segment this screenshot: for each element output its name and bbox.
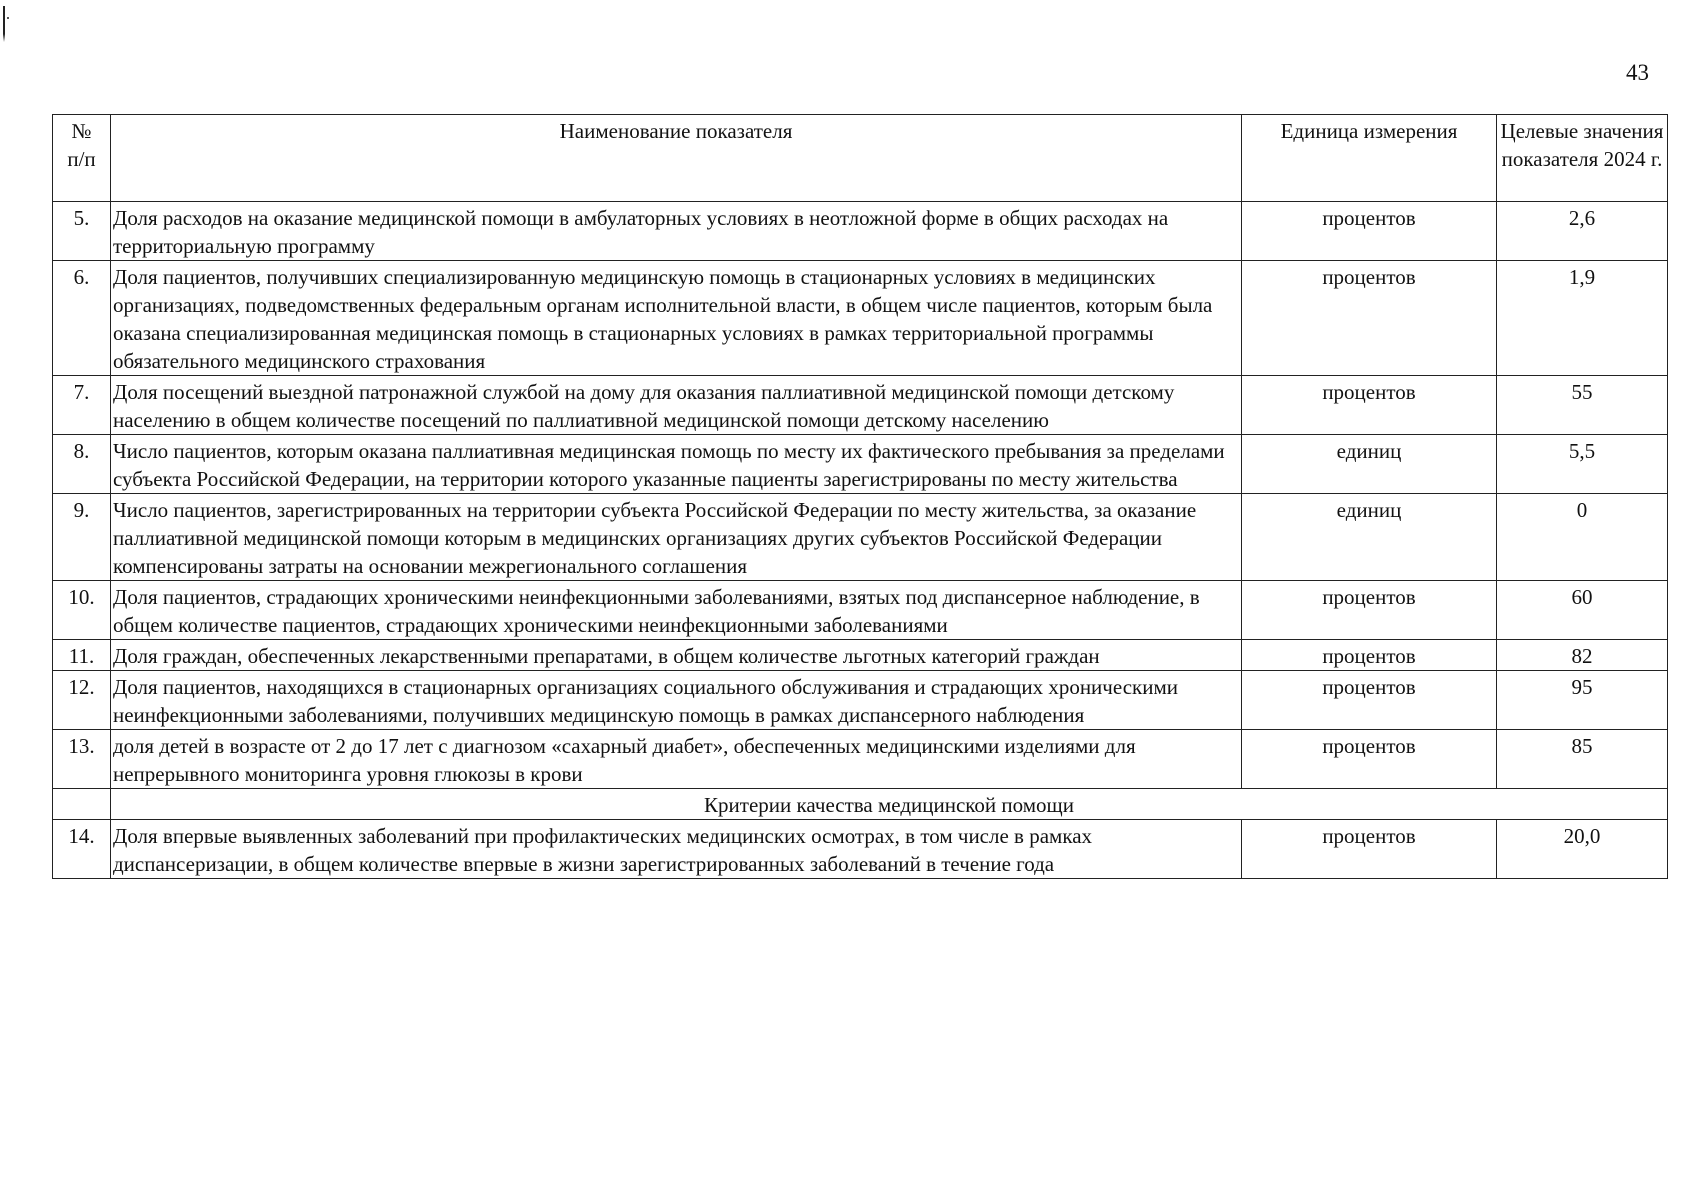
page-number: 43 xyxy=(1626,60,1649,85)
row-number: 8. xyxy=(53,435,111,494)
section-title: Критерии качества медицинской помощи xyxy=(111,789,1668,820)
indicator-name: Доля пациентов, получивших специализированную медицинскую помощь в стационарных условиях в медицинских организациях, подведомственных федеральным органам исполнительной власти, в общем числе пациентов, которым была оказана специализированная медицинская помощь в стационарных условиях в рамках территориальной программы обязательного медицинского страхования xyxy=(111,261,1242,376)
row-number: 14. xyxy=(53,820,111,879)
table-row xyxy=(53,730,1668,789)
indicator-unit: процентов xyxy=(1242,581,1497,640)
indicator-unit: единиц xyxy=(1242,494,1497,581)
header-unit: Единица измерения xyxy=(1242,115,1497,202)
table-body xyxy=(53,202,1668,879)
target-value: 95 xyxy=(1497,671,1668,730)
row-number: 12. xyxy=(53,671,111,730)
indicator-unit: процентов xyxy=(1242,820,1497,879)
indicator-unit: процентов xyxy=(1242,376,1497,435)
table-row xyxy=(53,202,1668,261)
target-value: 85 xyxy=(1497,730,1668,789)
row-number: 13. xyxy=(53,730,111,789)
table-row xyxy=(53,435,1668,494)
table-row xyxy=(53,494,1668,581)
row-number: 5. xyxy=(53,202,111,261)
target-value: 0 xyxy=(1497,494,1668,581)
row-number: 11. xyxy=(53,640,111,671)
indicator-unit: процентов xyxy=(1242,261,1497,376)
indicator-name: Доля граждан, обеспеченных лекарственными препаратами, в общем количестве льготных категорий граждан xyxy=(111,640,1242,671)
target-value: 5,5 xyxy=(1497,435,1668,494)
target-value: 2,6 xyxy=(1497,202,1668,261)
indicator-unit: единиц xyxy=(1242,435,1497,494)
row-number: 9. xyxy=(53,494,111,581)
indicator-name: Доля пациентов, страдающих хроническими неинфекционными заболеваниями, взятых под диспансерное наблюдение, в общем количестве пациентов, страдающих хроническими неинфекционными заболеваниями xyxy=(111,581,1242,640)
section-row-spacer xyxy=(53,789,111,820)
indicators-table xyxy=(52,114,1668,879)
target-value: 82 xyxy=(1497,640,1668,671)
indicator-name: доля детей в возрасте от 2 до 17 лет с диагнозом «сахарный диабет», обеспеченных медицинскими изделиями для непрерывного мониторинга уровня глюкозы в крови xyxy=(111,730,1242,789)
table-row xyxy=(53,376,1668,435)
section-row xyxy=(53,789,1668,820)
indicator-unit: процентов xyxy=(1242,730,1497,789)
header-num: № п/п xyxy=(53,115,111,202)
indicator-name: Доля пациентов, находящихся в стационарных организациях социального обслуживания и страдающих хроническими неинфекционными заболеваниями, получивших медицинскую помощь в рамках диспансерного наблюдения xyxy=(111,671,1242,730)
table-row xyxy=(53,581,1668,640)
indicator-name: Доля посещений выездной патронажной службой на дому для оказания паллиативной медицинской помощи детскому населению в общем количестве посещений по паллиативной медицинской помощи детскому населению xyxy=(111,376,1242,435)
table-row xyxy=(53,640,1668,671)
header-name: Наименование показателя xyxy=(111,115,1242,202)
table-row xyxy=(53,820,1668,879)
target-value: 55 xyxy=(1497,376,1668,435)
target-value: 20,0 xyxy=(1497,820,1668,879)
indicator-name: Число пациентов, зарегистрированных на территории субъекта Российской Федерации по месту жительства, за оказание паллиативной медицинской помощи которым в медицинских организациях других субъектов Российской Федерации компенсированы затраты на основании межрегионального соглашения xyxy=(111,494,1242,581)
table-row xyxy=(53,671,1668,730)
row-number: 6. xyxy=(53,261,111,376)
indicator-name: Доля расходов на оказание медицинской помощи в амбулаторных условиях в неотложной форме в общих расходах на территориальную программу xyxy=(111,202,1242,261)
indicator-unit: процентов xyxy=(1242,202,1497,261)
table-row xyxy=(53,261,1668,376)
target-value: 60 xyxy=(1497,581,1668,640)
indicator-unit: процентов xyxy=(1242,640,1497,671)
row-number: 10. xyxy=(53,581,111,640)
table-header-row xyxy=(53,115,1668,202)
row-number: 7. xyxy=(53,376,111,435)
indicator-name: Доля впервые выявленных заболеваний при профилактических медицинских осмотрах, в том числе в рамках диспансеризации, в общем количестве впервые в жизни зарегистрированных заболеваний в течение года xyxy=(111,820,1242,879)
indicator-name: Число пациентов, которым оказана паллиативная медицинская помощь по месту их фактического пребывания за пределами субъекта Российской Федерации, на территории которого указанные пациенты зарегистрированы по месту жительства xyxy=(111,435,1242,494)
target-value: 1,9 xyxy=(1497,261,1668,376)
scan-artifact-mark xyxy=(0,4,10,44)
indicator-unit: процентов xyxy=(1242,671,1497,730)
header-value: Целевые значения показателя 2024 г. xyxy=(1497,115,1668,202)
